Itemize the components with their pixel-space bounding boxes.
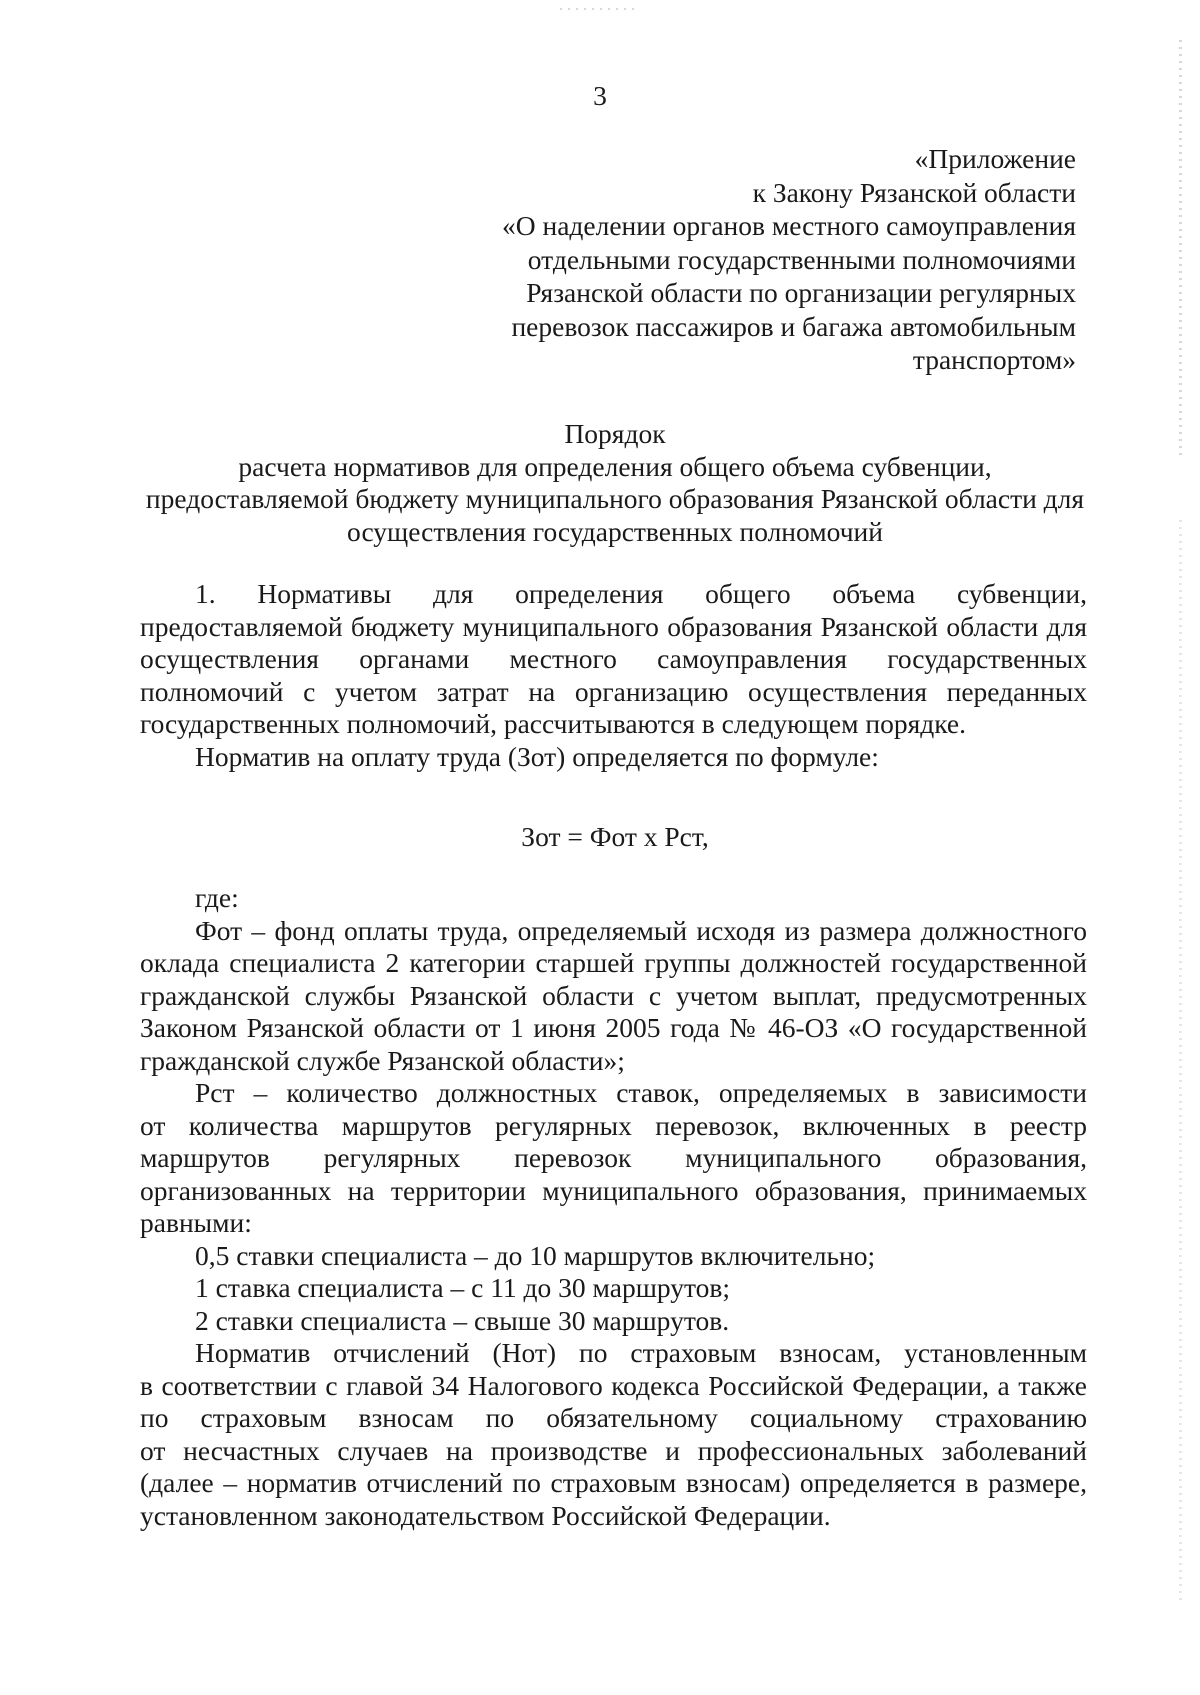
scan-artifact-top <box>560 8 640 10</box>
appendix-line: Рязанской области по организации регулярных <box>526 277 1076 308</box>
rst-definition-line: Рст – количество должностных ставок, определяемых в зависимости <box>195 1077 1087 1108</box>
fot-definition-line: гражданской службы Рязанской области с учетом выплат, предусмотренных <box>140 979 1087 1011</box>
fot-definition-line: Фот – фонд оплаты труда, определяемый исходя из размера должностного <box>195 914 1087 946</box>
document-heading <box>140 418 1090 548</box>
rst-definition-line: организованных на территории муниципального образования, принимаемых <box>140 1174 1087 1206</box>
fot-definition-line: оклада специалиста 2 категории старшей группы должностей государственной <box>140 947 1087 978</box>
fot-definition-line: Законом Рязанской области от 1 июня 2005 года № 46-ОЗ «О государственной <box>140 1012 1087 1043</box>
insurance-line: в соответствии с главой 34 Налогового кодекса Российской Федерации, а также <box>140 1369 1087 1401</box>
paragraph-line: полномочий с учетом затрат на организацию осуществления переданных <box>140 675 1087 707</box>
appendix-block <box>502 142 1076 377</box>
insurance-line: (далее – норматив отчислений по страховым взносам) определяется в размере, <box>140 1467 1087 1498</box>
appendix-line: перевозок пассажиров и багажа автомобильным <box>511 310 1076 342</box>
insurance-line: от несчастных случаев на производстве и профессиональных заболеваний <box>140 1434 1087 1466</box>
paragraph-line: предоставляемой бюджету муниципального образования Рязанской области для <box>140 610 1087 642</box>
appendix-line: к Закону Рязанской области <box>752 176 1076 208</box>
scan-artifact-edge-lower <box>1179 520 1182 1600</box>
rate-item: 2 ставки специалиста – свыше 30 маршрутов. <box>195 1304 730 1336</box>
rate-item: 1 ставка специалиста – с 11 до 30 маршрутов; <box>195 1272 731 1303</box>
paragraph-line: 1. Нормативы для определения общего объема субвенции, <box>195 578 1087 609</box>
appendix-line: «Приложение <box>914 143 1076 174</box>
where-label: где: <box>195 882 239 913</box>
insurance-line: установленном законодательством Российской Федерации. <box>140 1499 831 1531</box>
heading-subtitle-line: осуществления государственных полномочий <box>347 515 883 547</box>
rst-definition-line: равными: <box>140 1207 252 1238</box>
formula-intro: Норматив на оплату труда (Зот) определяется по формуле: <box>195 740 879 772</box>
heading-subtitle-line: расчета нормативов для определения общего объема субвенции, <box>238 450 992 482</box>
appendix-line: отдельными государственными полномочиями <box>527 243 1076 275</box>
appendix-line: транспортом» <box>912 344 1076 375</box>
formula: Зот = Фот х Рст, <box>521 821 709 852</box>
page-number: 3 <box>593 80 607 111</box>
rst-definition-line: маршрутов регулярных перевозок муниципального образования, <box>140 1142 1087 1173</box>
paragraph-line: осуществления органами местного самоуправления государственных <box>140 643 1087 674</box>
insurance-line: по страховым взносам по обязательному социальному страхованию <box>140 1402 1087 1433</box>
heading-title: Порядок <box>564 418 666 449</box>
rst-definition-line: от количества маршрутов регулярных перевозок, включенных в реестр <box>140 1109 1087 1141</box>
paragraph-line: государственных полномочий, рассчитываются в следующем порядке. <box>140 708 966 739</box>
definitions-block <box>140 882 1087 1532</box>
rate-item: 0,5 ставки специалиста – до 10 маршрутов включительно; <box>195 1239 876 1271</box>
insurance-line: Норматив отчислений (Нот) по страховым взносам, установленным <box>195 1337 1087 1368</box>
fot-definition-line: гражданской службе Рязанской области»; <box>140 1044 625 1076</box>
section-1-paragraph <box>140 578 1087 773</box>
appendix-line: «О наделении органов местного самоуправления <box>502 210 1076 241</box>
heading-subtitle-line: предоставляемой бюджету муниципального образования Рязанской области для <box>145 483 1085 514</box>
